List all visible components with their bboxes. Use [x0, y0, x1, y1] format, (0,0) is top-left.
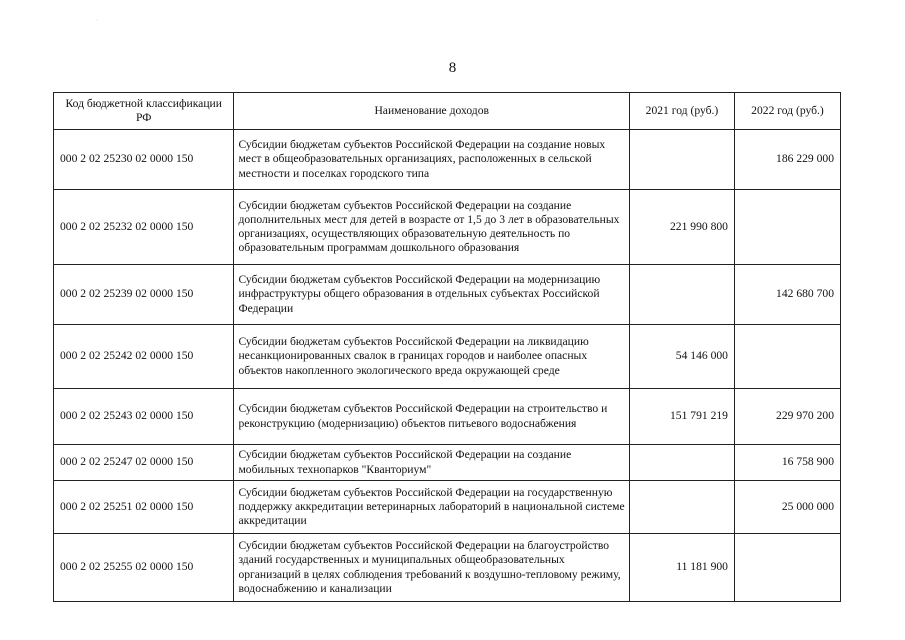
row-name: Субсидии бюджетам субъектов Российской Федерации на благоустройство зданий государственных и муниципальных общеобразовательных организаций в целях соблюдения требований к воздушно-тепловому режиму, водоснабжению и канализации: [234, 534, 630, 602]
row-amount-2021: [629, 130, 734, 190]
row-amount-2021: 151 791 219: [629, 389, 734, 445]
row-amount-2021: 54 146 000: [629, 325, 734, 389]
table-row: [54, 325, 841, 389]
row-code: 000 2 02 25239 02 0000 150: [54, 265, 234, 325]
table-row: [54, 265, 841, 325]
row-amount-2022: 25 000 000: [734, 481, 840, 534]
row-amount-2022: [734, 190, 840, 265]
budget-revenue-table: [53, 92, 841, 602]
scan-speck: ·: [96, 18, 98, 24]
row-amount-2022: [734, 534, 840, 602]
header-code: Код бюджетной классификации РФ: [54, 93, 234, 130]
row-amount-2022: 16 758 900: [734, 445, 840, 481]
row-code: 000 2 02 25230 02 0000 150: [54, 130, 234, 190]
row-amount-2021: [629, 265, 734, 325]
row-amount-2022: 142 680 700: [734, 265, 840, 325]
row-name: Субсидии бюджетам субъектов Российской Федерации на создание новых мест в общеобразовательных организациях, расположенных в сельской местности и поселках городского типа: [234, 130, 630, 190]
table-row: [54, 481, 841, 534]
header-2022: 2022 год (руб.): [734, 93, 840, 130]
row-name: Субсидии бюджетам субъектов Российской Федерации на создание мобильных технопарков "Кванториум": [234, 445, 630, 481]
row-code: 000 2 02 25232 02 0000 150: [54, 190, 234, 265]
table-row: [54, 130, 841, 190]
row-code: 000 2 02 25251 02 0000 150: [54, 481, 234, 534]
page-number: 8: [448, 60, 457, 76]
row-name: Субсидии бюджетам субъектов Российской Федерации на строительство и реконструкцию (модернизацию) объектов питьевого водоснабжения: [234, 389, 630, 445]
table-row: [54, 445, 841, 481]
row-amount-2021: 11 181 900: [629, 534, 734, 602]
row-amount-2022: 229 970 200: [734, 389, 840, 445]
header-2021: 2021 год (руб.): [629, 93, 734, 130]
header-name: Наименование доходов: [234, 93, 630, 130]
row-amount-2021: [629, 445, 734, 481]
row-name: Субсидии бюджетам субъектов Российской Федерации на ликвидацию несанкционированных свалок в границах городов и наиболее опасных объектов накопленного экологического вреда окружающей среде: [234, 325, 630, 389]
row-code: 000 2 02 25243 02 0000 150: [54, 389, 234, 445]
table-row: [54, 534, 841, 602]
table-header-row: [54, 93, 841, 130]
row-amount-2022: 186 229 000: [734, 130, 840, 190]
row-name: Субсидии бюджетам субъектов Российской Федерации на государственную поддержку аккредитации ветеринарных лабораторий в национальной системе аккредитации: [234, 481, 630, 534]
row-amount-2022: [734, 325, 840, 389]
table-row: [54, 190, 841, 265]
row-code: 000 2 02 25242 02 0000 150: [54, 325, 234, 389]
row-amount-2021: 221 990 800: [629, 190, 734, 265]
row-code: 000 2 02 25255 02 0000 150: [54, 534, 234, 602]
table-row: [54, 389, 841, 445]
row-code: 000 2 02 25247 02 0000 150: [54, 445, 234, 481]
row-amount-2021: [629, 481, 734, 534]
row-name: Субсидии бюджетам субъектов Российской Федерации на модернизацию инфраструктуры общего образования в отдельных субъектах Российской Федерации: [234, 265, 630, 325]
row-name: Субсидии бюджетам субъектов Российской Федерации на создание дополнительных мест для детей в возрасте от 1,5 до 3 лет в образовательных организациях, осуществляющих образовательную деятельность по образовательным программам дошкольного образования: [234, 190, 630, 265]
